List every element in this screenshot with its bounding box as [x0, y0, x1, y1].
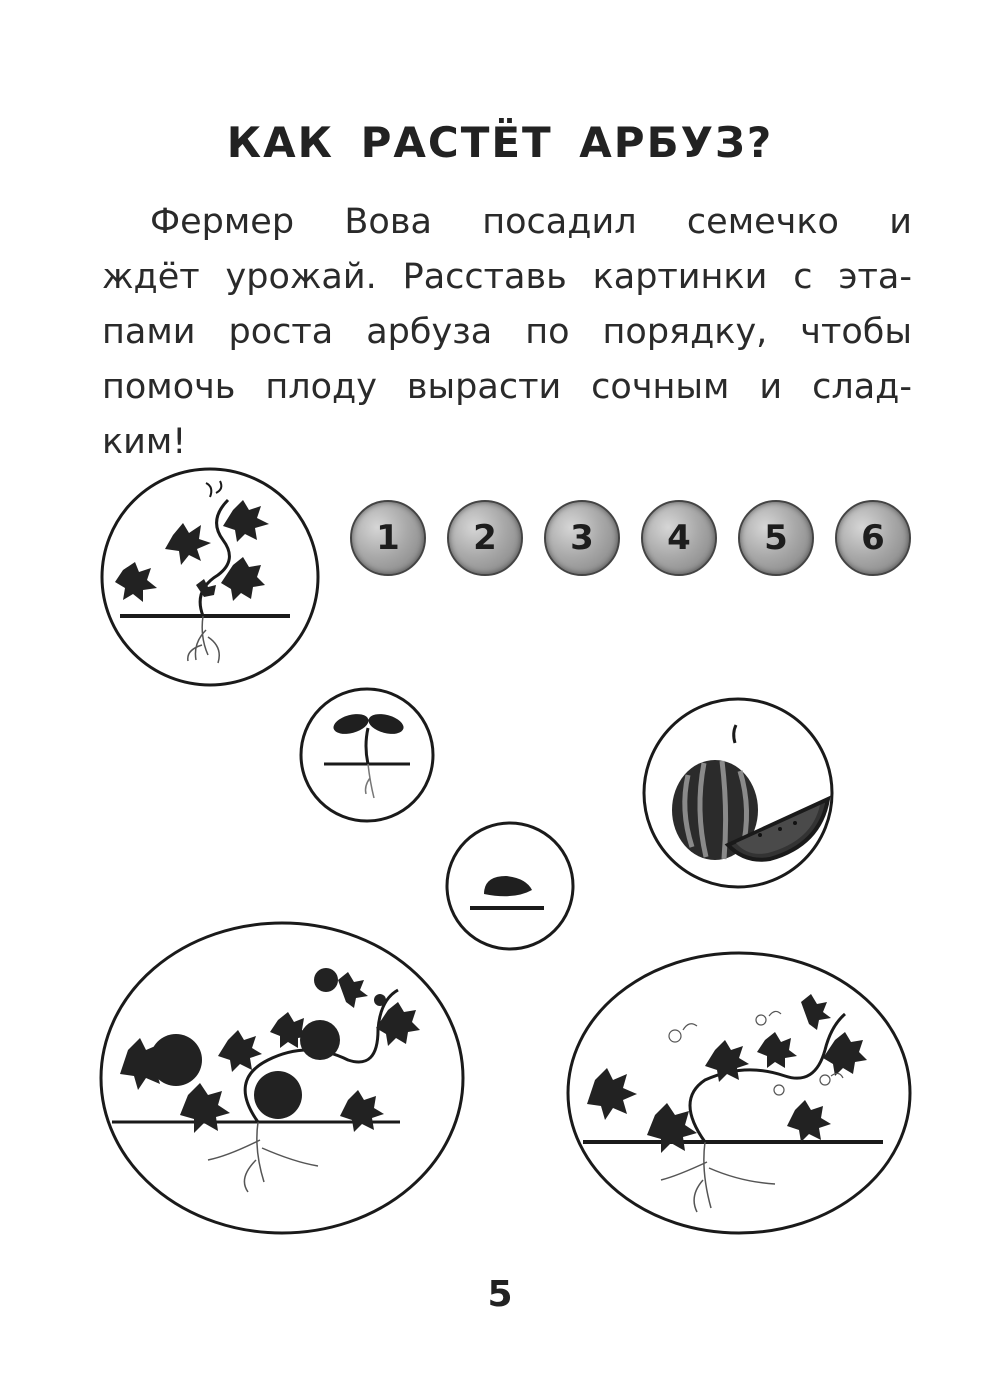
- instruction-line-2: ждёт урожай. Расставь картинки с эта-: [102, 257, 912, 297]
- instruction-line-5: ким!: [102, 422, 187, 462]
- picture-flowering-vine[interactable]: [565, 950, 913, 1236]
- page-number: 5: [487, 1274, 513, 1315]
- picture-vine-with-fruits[interactable]: [98, 920, 466, 1236]
- number-badge-2[interactable]: 2: [447, 500, 523, 576]
- page-title: КАК РАСТЁТ АРБУЗ?: [226, 118, 774, 167]
- number-badge-6[interactable]: 6: [835, 500, 911, 576]
- number-badge-5[interactable]: 5: [738, 500, 814, 576]
- instruction-line-1: Фермер Вова посадил семечко и: [150, 202, 912, 242]
- picture-sprout[interactable]: [298, 686, 436, 824]
- number-badge-4[interactable]: 4: [641, 500, 717, 576]
- instruction-text: [102, 195, 912, 470]
- number-badge-1[interactable]: 1: [350, 500, 426, 576]
- instruction-line-4: помочь плоду вырасти сочным и слад-: [102, 367, 912, 407]
- picture-young-vine[interactable]: [98, 465, 322, 689]
- picture-watermelon-fruit[interactable]: [640, 695, 836, 891]
- number-badges: [350, 500, 915, 580]
- instruction-line-3: пами роста арбуза по порядку, чтобы: [102, 312, 912, 352]
- number-badge-3[interactable]: 3: [544, 500, 620, 576]
